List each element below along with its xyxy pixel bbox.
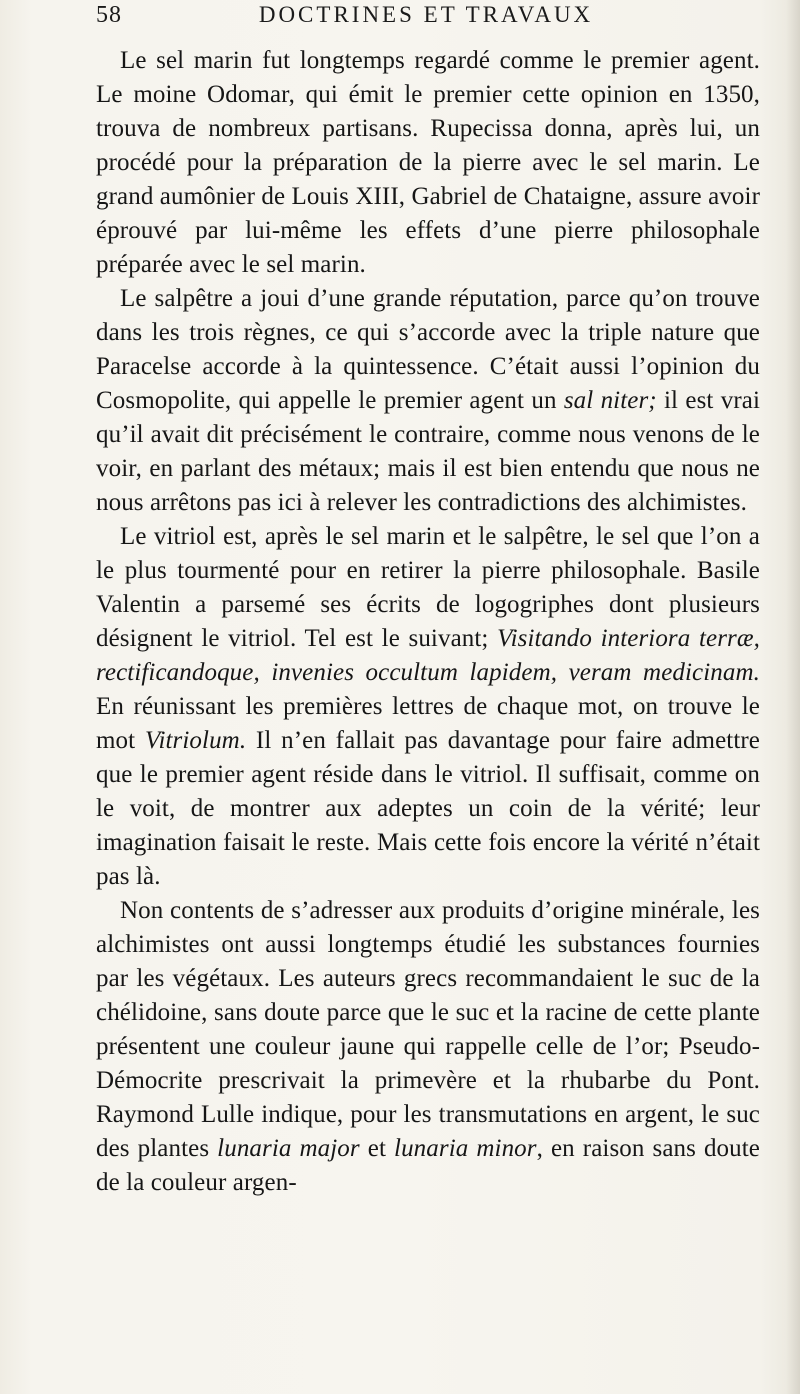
text-segment: Le sel marin fut longtemps regardé comme le premier agent. Le moine Odomar, qui émit le premier cette opinion en 1350, trouva de nombreux partisans. Rupecissa donna, après lui, un procédé pour la préparation de la pierre avec le sel marin. Le grand aumônier de Louis XIII, Gabriel de Chataigne, assure avoir éprouvé par lui-même les effets d’une pierre philosophale préparée avec le sel marin. <box>96 47 760 278</box>
paragraph <box>96 282 760 520</box>
text-segment: En réunissant les premières lettres de chaque mot, on trouve le mot <box>96 693 760 754</box>
paragraph <box>96 520 760 894</box>
text-segment: et <box>359 1135 395 1162</box>
page-header <box>96 2 756 42</box>
text-segment: Le salpêtre a joui d’une grande réputation, parce qu’on trouve dans les trois règnes, ce qui s’accorde avec la triple nature que Paracelse accorde à la quintessence. C’était aussi l’opinion du Cosmopolite, qui appelle le premier agent un <box>96 285 760 414</box>
italic-term: sal niter; <box>563 387 657 414</box>
body-text <box>96 44 760 1200</box>
text-segment: Il n’en fallait pas davantage pour faire admettre que le premier agent réside dans le vitriol. Il suffisait, comme on le voit, de montrer aux adeptes un coin de la vérité; leur imagination faisait le reste. Mais cette fois encore la vérité n’était pas là. <box>96 727 760 890</box>
italic-latin-phrase: Visitando interiora terræ, rectificandoque, invenies occultum lapidem, veram medicinam. <box>96 625 760 686</box>
italic-term: lunaria minor <box>394 1135 537 1162</box>
paragraph <box>96 894 760 1200</box>
running-title: DOCTRINES ET TRAVAUX <box>258 2 594 27</box>
page-number: 58 <box>96 2 122 28</box>
italic-term: lunaria major <box>217 1135 360 1162</box>
paragraph <box>96 44 760 282</box>
text-segment: Non contents de s’adresser aux produits d’origine minérale, les alchimistes ont aussi longtemps étudié les substances fournies par les végétaux. Les auteurs grecs recommandaient le suc de la chélidoine, sans doute parce que le suc et la racine de cette plante présentent une couleur jaune qui rappelle celle de l’or; Pseudo-Démocrite prescrivait la primevère et la rhubarbe du Pont. Raymond Lulle indique, pour les transmutations en argent, le suc des plantes <box>96 897 760 1162</box>
italic-term: Vitriolum. <box>144 727 247 754</box>
text-segment: Le vitriol est, après le sel marin et le salpêtre, le sel que l’on a le plus tourmenté pour en retirer la pierre philosophale. Basile Valentin a parsemé ses écrits de logogriphes dont plusieurs désignent le vitriol. Tel est le suivant; <box>96 523 760 652</box>
text-segment: il est vrai qu’il avait dit précisément le contraire, comme nous venons de le voir, en parlant des métaux; mais il est bien entendu que nous ne nous arrêtons pas ici à relever les contradictions des alchimistes. <box>96 387 761 516</box>
text-segment: , en raison sans doute de la couleur argen- <box>96 1135 761 1196</box>
page-edge-shadow <box>786 0 800 1394</box>
